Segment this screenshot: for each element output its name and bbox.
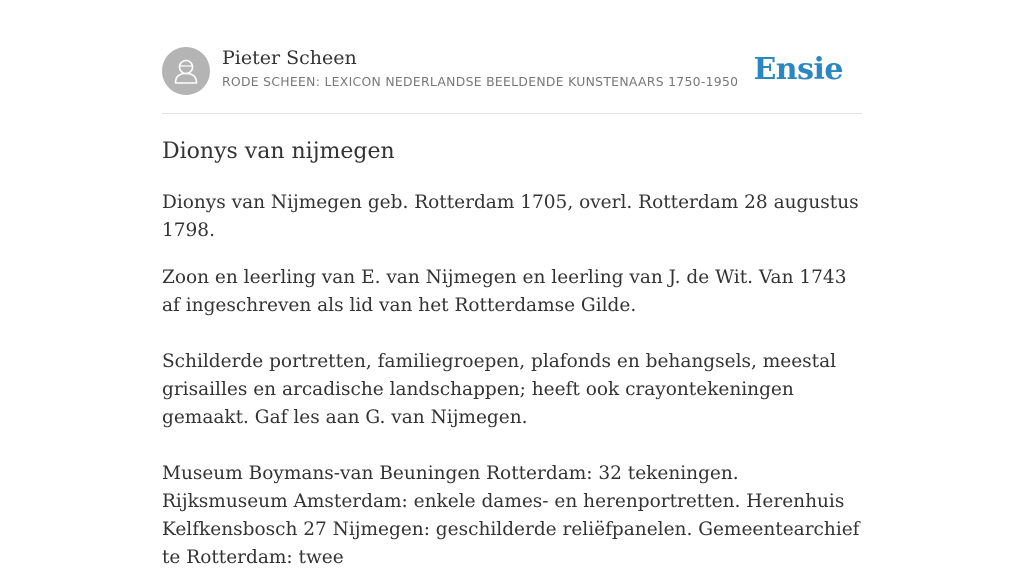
entry-body — [162, 189, 867, 572]
entry-paragraph: Schilderde portretten, familiegroepen, plafonds en behangsels, meestal grisailles en arcadische landschappen; heeft ook crayontekeningen gemaakt. Gaf les aan G. van Nijmegen. — [162, 351, 837, 428]
entry-paragraph: Zoon en leerling van E. van Nijmegen en leerling van J. de Wit. Van 1743 af ingeschreven als lid van het Rotterdamse Gilde. — [162, 267, 847, 316]
ensie-logo[interactable]: Ensie — [753, 52, 843, 87]
author-avatar[interactable] — [162, 47, 210, 95]
source-title[interactable]: RODE SCHEEN: LEXICON NEDERLANDSE BEELDENDE KUNSTENAARS 1750-1950 — [222, 74, 739, 89]
entry-title: Dionys van nijmegen — [162, 139, 395, 164]
entry-paragraph: Museum Boymans-van Beuningen Rotterdam: 32 tekeningen. Rijksmuseum Amsterdam: enkele dames- en herenportretten. Herenhuis Kelfkensbosch 27 Nijmegen: geschilderde reliëfpanelen. Gemeentearchief te Rotterdam: twee — [162, 463, 860, 568]
entry-paragraph: Dionys van Nijmegen geb. Rotterdam 1705, overl. Rotterdam 28 augustus 1798. — [162, 192, 859, 241]
author-name[interactable]: Pieter Scheen — [222, 47, 357, 69]
user-icon — [162, 47, 210, 95]
entry-header — [162, 46, 862, 114]
